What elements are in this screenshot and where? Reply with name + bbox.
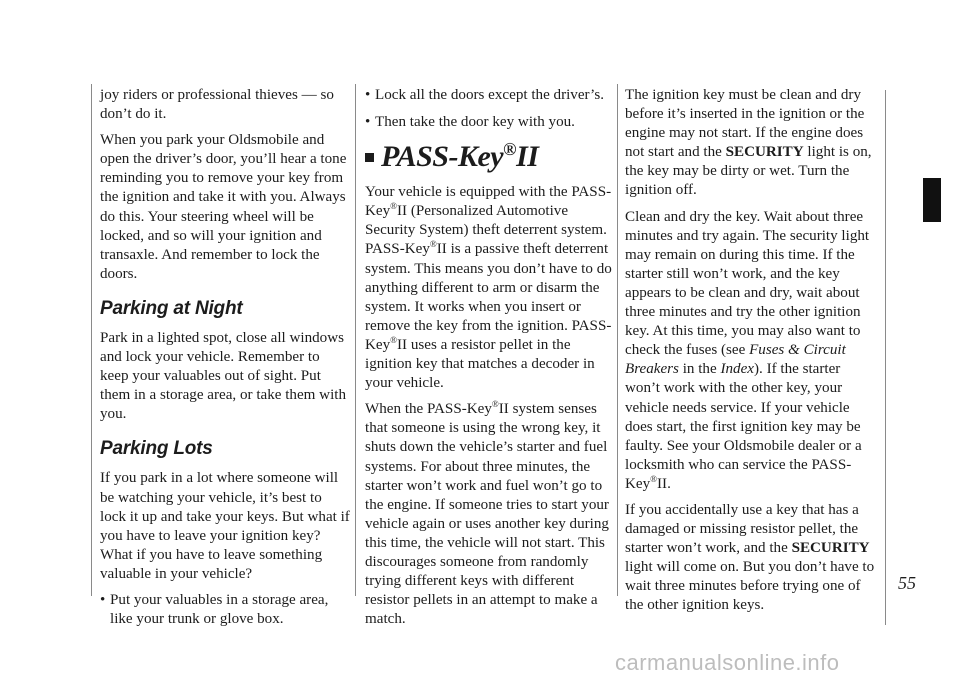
column-rule-left: [91, 84, 92, 596]
paragraph-parking-lots: If you park in a lot where someone will be watching your vehicle, it’s best to lock it up and take your keys. But what if you have to leave your ignition key? What if you have to leave something valuable in your vehicle?: [100, 470, 350, 582]
index-reference: Index: [720, 361, 754, 378]
column-rule-right: [885, 90, 886, 625]
column-rule-middle-2: [617, 84, 618, 596]
wait-part-2: in the: [682, 361, 717, 378]
bullet-storage-area: • Put your valuables in a storage area, like your trunk or glove box.: [100, 591, 350, 629]
pass-key-intro-part-1: Your vehicle is equipped with the PASS-Key: [365, 184, 612, 220]
column-rule-middle-1: [355, 84, 356, 596]
security-word: SECURITY: [791, 540, 870, 557]
security-word: SECURITY: [725, 144, 804, 161]
paragraph-wait-three-minutes: [625, 208, 875, 494]
column-2: [365, 86, 615, 636]
heading-parking-lots: Parking Lots: [100, 438, 213, 460]
registered-mark: ®: [390, 334, 398, 345]
pass-key-intro-part-2: II (Personalized Automotive Security System) theft deterrent system. PASS-Key: [365, 203, 607, 258]
registered-mark: ®: [429, 239, 437, 250]
wait-part-1: Clean and dry the key. Wait about three minutes and try again. The security light may remain on during this time. If the starter still won’t work, and the key appears to be clean and dry, wait about three minutes and try the other ignition key. At this time, you may also want to check the fuses (see: [625, 208, 870, 359]
damaged-key-part-2: light will come on. But you don’t have to wait three minutes before trying one of the other ignition keys.: [625, 559, 875, 614]
wait-part-4: II.: [657, 475, 671, 492]
paragraph-joy-riders: joy riders or professional thieves — so don’t do it.: [100, 87, 334, 123]
watermark-text: carmanualsonline.info: [615, 650, 840, 675]
heading-registered-mark: ®: [503, 139, 517, 160]
registered-mark: ®: [390, 201, 398, 212]
heading-pass-key-ii: [365, 140, 615, 174]
damaged-key-part-1: If you accidentally use a key that has a damaged or missing resistor pellet, the starter won’t work, and the: [625, 501, 859, 557]
registered-mark: ®: [650, 473, 658, 484]
pass-key-intro-part-4: II uses a resistor pellet in the ignition key that matches a decoder in your vehicle.: [365, 336, 595, 392]
paragraph-damaged-key: [625, 501, 875, 616]
fuses-reference: Fuses & Circuit Breakers: [625, 342, 846, 378]
bullet-list-doors: [365, 86, 615, 132]
column-3: [625, 86, 875, 623]
heading-pass-key-text: PASS-Key: [381, 140, 504, 174]
section-square-icon: [365, 153, 374, 162]
heading-pass-key-suffix: II: [516, 140, 539, 174]
wrong-key-part-2: II system senses that someone is using the wrong key, it shuts down the vehicle’s starter and fuel systems. For about three minutes, the starter won’t work and fuel won’t go to the engine. If someone tries to start your vehicle again or uses another key during this time, the vehicle will not start. This discourages someone from randomly trying different keys with different resistor pellets in an attempt to make a match.: [365, 401, 609, 628]
bullet-lock-doors: • Lock all the doors except the driver’s.: [365, 86, 615, 105]
paragraph-pass-key-intro: [365, 183, 615, 393]
column-1: [100, 86, 350, 637]
paragraph-wrong-key: [365, 400, 615, 629]
paragraph-clean-dry-key: [625, 86, 875, 201]
pass-key-intro-part-3: II is a passive theft deterrent system. This means you don’t have to do anything different to arm or disarm the system. It works when you insert or remove the key from the ignition. PASS-Key: [365, 241, 612, 353]
wrong-key-part-1: When the PASS-Key: [365, 401, 492, 418]
page-number: 55: [898, 573, 916, 593]
bullet-list-valuables: [100, 591, 350, 629]
heading-parking-at-night: Parking at Night: [100, 297, 243, 319]
wait-part-3: ). If the starter won’t work with the other key, your vehicle needs service. If your vehicle does start, the first ignition key may be faulty. See your Oldsmobile dealer or a locksmith who can service the PASS-Key: [625, 361, 862, 492]
bullet-take-door-key: • Then take the door key with you.: [365, 113, 615, 132]
clean-key-part-1: The ignition key must be clean and dry before it’s inserted in the ignition or the engine may not start. If the engine does not start and the: [625, 87, 865, 161]
registered-mark: ®: [491, 399, 499, 410]
section-tab-marker: [923, 178, 941, 222]
paragraph-parking-night: Park in a lighted spot, close all windows and lock your vehicle. Remember to keep your valuables out of sight. Put them in a storage area, or take them with you.: [100, 329, 347, 423]
paragraph-park-oldsmobile: When you park your Oldsmobile and open the driver’s door, you’ll hear a tone reminding you to remove your key from the ignition and take it with you. Always do this. Your steering wheel will be locked, and so will your ignition and transaxle. And remember to lock the doors.: [100, 132, 347, 282]
clean-key-part-2: light is on, the key may be dirty or wet. Turn the ignition off.: [625, 144, 872, 199]
